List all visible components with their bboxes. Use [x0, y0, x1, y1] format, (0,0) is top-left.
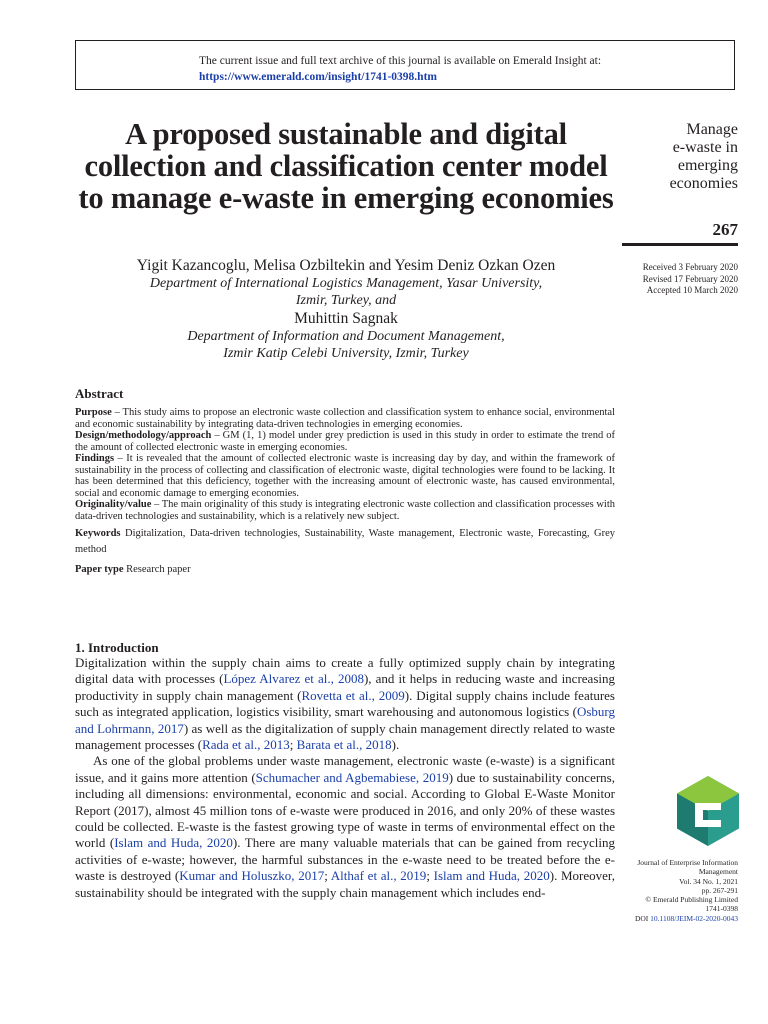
doi-label: DOI [634, 913, 651, 923]
emerald-logo-graphic [677, 776, 739, 846]
introduction-section [75, 640, 615, 901]
body-text: ). Moreover, sustainability should be integrated with the supply chain management which includes end- [75, 868, 615, 900]
abstract-heading: Abstract [75, 386, 124, 401]
body-text: ). There are many valuable materials that can be gained from recycling activities of e-waste; however, the harmful substances in the e-waste need to be treated before the e-waste is destroyed ( [75, 835, 615, 884]
journal-pages: pp. 267-291 [701, 885, 738, 895]
journal-volume: Vol. 34 No. 1, 2021 [679, 876, 738, 886]
citation-link[interactable]: Islam and Huda, 2020 [114, 835, 233, 851]
affiliation-line: Izmir Katip Celebi University, Izmir, Turkey [223, 346, 469, 361]
journal-issn: 1741-0398 [705, 904, 738, 914]
body-text: ; [289, 737, 297, 753]
abstract-paper-type [75, 562, 615, 578]
method-label: Design/methodology/approach [75, 430, 212, 441]
archive-notice [199, 53, 601, 85]
citation-link[interactable]: Rovetta et al., 2009 [301, 687, 405, 703]
archive-notice-text: The current issue and full text archive of this journal is available on Emerald Insight at: [199, 55, 602, 67]
body-text: ) as well as the digitalization of supply chain management directly related to waste management processes ( [75, 720, 615, 753]
originality-text: – The main originality of this study is integrating electronic waste collection and classification processes with data-driven technologies and sustainability, which is a relatively new subject. [75, 499, 615, 522]
side-rule [622, 243, 738, 246]
running-title-line: e-waste in [672, 139, 738, 156]
body-text: ), and it helps in reducing waste and increasing productivity in supply chain management ( [75, 671, 615, 703]
body-text: ). Digital supply chains include features such as integrated application, logistics visibility, smart warehousing and autonomous logistics ( [75, 687, 615, 720]
keywords-label: Keywords [75, 528, 121, 539]
citation-link[interactable]: Schumacher and Agbemabiese, 2019 [255, 769, 449, 785]
running-title-line: Manage [686, 121, 738, 138]
affiliation-line: Department of International Logistics Management, Yasar University, [149, 276, 543, 291]
archive-url-link[interactable]: https://www.emerald.com/insight/1741-0398.htm [199, 71, 437, 83]
doi-link[interactable]: 10.1108/JEIM-02-2020-0043 [650, 913, 738, 923]
method-text: – GM (1, 1) model under grey prediction is used in this study in order to estimate the trend of the amount of collected electronic waste in emerging economies. [75, 430, 615, 453]
purpose-text: – This study aims to propose an electronic waste collection and classification system to enhance social, environmental and economic sustainability by integrating data-driven technologies in emerging economies. [75, 407, 615, 430]
article-title: A proposed sustainable and digital collection and classification center model to manage e-waste in emerging economies [78, 117, 614, 215]
running-title-line: economies [669, 175, 738, 192]
affiliation-line: Izmir, Turkey, and [295, 293, 397, 308]
body-text: Digitalization within the supply chain aims to create a fully optimized supply chain by integrating digital data with processes ( [75, 655, 615, 687]
abstract-section [75, 386, 615, 578]
abstract-method [75, 430, 615, 453]
body-text: ; [426, 868, 434, 884]
history-dates [620, 262, 738, 297]
abstract-keywords [75, 526, 615, 558]
author-names: Muhittin Sagnak [294, 310, 398, 327]
citation-link[interactable]: Rada et al., 2013 [202, 737, 290, 753]
body-text: ; [324, 868, 331, 884]
journal-name: Management [698, 867, 738, 877]
intro-paragraph-1 [75, 655, 615, 753]
abstract-originality [75, 499, 615, 522]
paper-type-text: Research paper [123, 564, 191, 575]
emerald-publishing-logo-icon [677, 776, 739, 846]
citation-link[interactable]: Osburg and Lohrmann, 2017 [75, 704, 615, 736]
body-text: ) due to sustainability concerns, including all dimensions: environmental, economic and social. According to Global E-Waste Monitor Report (2017), almost 45 million tons of e-waste were produced in 2016, and only 20% of these wastes could be collected. E-waste is the fastest growing type of waste in terms of environmental effect on the world ( [75, 769, 615, 851]
purpose-label: Purpose [75, 407, 112, 418]
abstract-findings [75, 453, 615, 499]
author-block [75, 256, 617, 362]
journal-publisher: © Emerald Publishing Limited [645, 895, 738, 905]
citation-link[interactable]: Althaf et al., 2019 [330, 868, 427, 884]
citation-link[interactable]: Barata et al., 2018 [296, 737, 392, 753]
citation-link[interactable]: López Alvarez et al., 2008 [223, 671, 364, 687]
body-text: As one of the global problems under waste management, electronic waste (e-waste) is a significant issue, and it gains more attention ( [75, 753, 615, 785]
body-text: ). [391, 737, 400, 753]
affiliation-line: Department of Information and Document Management, [187, 329, 505, 344]
originality-label: Originality/value [75, 499, 152, 510]
accepted-date: Accepted 10 March 2020 [646, 285, 738, 295]
received-date: Received 3 February 2020 [642, 262, 738, 272]
intro-paragraph-2 [75, 753, 615, 901]
journal-info [618, 858, 738, 923]
revised-date: Revised 17 February 2020 [642, 273, 738, 284]
keywords-text: Digitalization, Data-driven technologies, Sustainability, Waste management, Electronic waste, Forecasting, Grey method [75, 528, 615, 555]
journal-name: Journal of Enterprise Information [637, 858, 738, 867]
running-title [622, 121, 738, 193]
running-title-line: emerging [677, 157, 738, 174]
citation-link[interactable]: Islam and Huda, 2020 [433, 868, 550, 884]
author-names: Yigit Kazancoglu, Melisa Ozbiltekin and Yesim Deniz Ozkan Ozen [136, 257, 556, 274]
findings-label: Findings [75, 453, 115, 464]
introduction-heading: 1. Introduction [75, 640, 159, 655]
findings-text: – It is revealed that the amount of collected electronic waste is increasing day by day, and within the framework of sustainability in the process of collecting and classification of electronic waste, digital technologies were found to be lacking. It has been determined that this deficiency, together with the increasing amount of electronic waste, has caused environmental, social and economic damage to emerging economies. [75, 453, 615, 499]
page-number: 267 [712, 220, 738, 239]
abstract-purpose [75, 407, 615, 430]
paper-type-label: Paper type [75, 564, 124, 575]
citation-link[interactable]: Kumar and Holuszko, 2017 [179, 868, 325, 884]
journal-doi [618, 914, 738, 923]
